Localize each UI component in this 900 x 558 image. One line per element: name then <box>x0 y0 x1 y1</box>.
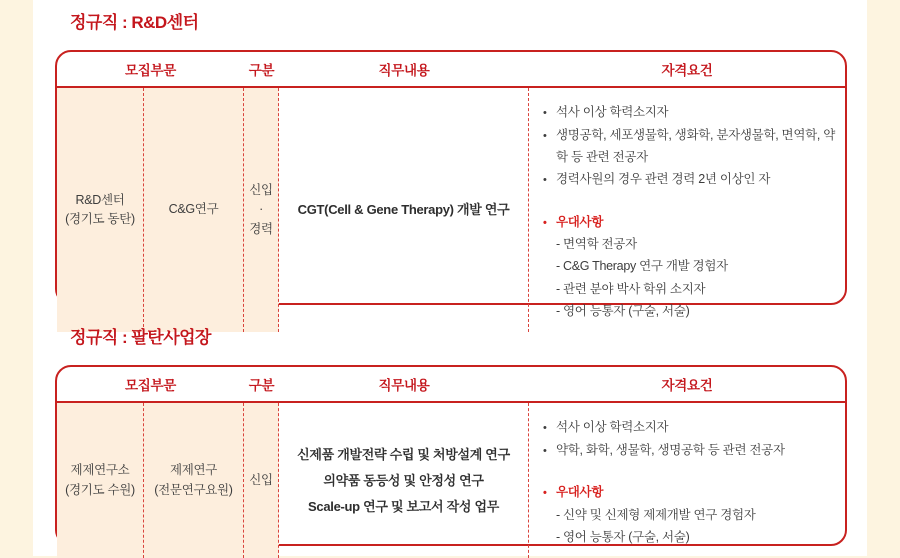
header-duty: 직무내용 <box>378 63 430 78</box>
header-recruit-field: 모집부문 <box>125 378 176 393</box>
bullet-icon <box>541 416 556 439</box>
header-duty: 직무내용 <box>378 378 430 393</box>
qualification-item: • 석사 이상 학력소지자 <box>541 101 835 124</box>
employment-type-line: 경력 <box>249 221 273 236</box>
preferred-item: - 신약 및 신제형 제제개발 연구 경험자 <box>556 507 756 522</box>
section-title-paltan-site: 정규직 : 팔탄사업장 <box>70 328 211 347</box>
employment-type-separator: · <box>259 202 263 217</box>
bullet-icon <box>541 101 556 124</box>
department-location: (경기도 수원) <box>65 482 135 497</box>
cell-team <box>144 88 244 332</box>
cell-employment-type <box>244 403 279 558</box>
cell-duty <box>279 88 529 332</box>
cell-qualifications <box>529 88 845 332</box>
duty-line: Scale-up 연구 및 보고서 작성 업무 <box>308 498 499 514</box>
qualification-item: • 석사 이상 학력소지자 <box>541 416 835 439</box>
header-category: 구분 <box>248 378 275 393</box>
department-name: R&D센터 <box>75 192 125 207</box>
bullet-icon <box>541 439 556 462</box>
preferred-item: - 면역학 전공자 <box>556 237 637 252</box>
section-title-rnd-center: 정규직 : R&D센터 <box>70 13 199 32</box>
cell-team <box>144 403 244 558</box>
table-header-row <box>57 367 845 403</box>
content-panel <box>33 0 867 556</box>
table-header-row <box>57 52 845 88</box>
recruit-table-rnd-center <box>55 50 847 318</box>
bullet-icon <box>541 211 556 234</box>
header-qualification: 자격요건 <box>661 63 713 78</box>
bullet-icon <box>541 168 556 191</box>
preferred-item: - 관련 분야 박사 학위 소지자 <box>556 281 706 296</box>
preferred-item: - 영어 능통자 (구술, 서술) <box>556 303 690 318</box>
employment-type-line: 신입 <box>249 472 273 487</box>
header-recruit-field: 모집부문 <box>125 63 176 78</box>
preferred-qualifications-heading: • 우대사항 <box>541 211 835 234</box>
qualification-item: • 경력사원의 경우 관련 경력 2년 이상인 자 <box>541 168 835 191</box>
cell-qualifications <box>529 403 845 558</box>
qualification-item: • 약학, 화학, 생물학, 생명공학 등 관련 전공자 <box>541 439 835 462</box>
duty-line: 신제품 개발전략 수립 및 처방설계 연구 <box>297 446 510 462</box>
cell-employment-type <box>244 88 279 332</box>
duty-line: 의약품 동등성 및 안정성 연구 <box>323 472 484 488</box>
team-name: 제제연구 <box>169 463 218 478</box>
department-name: 제제연구소 <box>70 463 130 478</box>
team-note: (전문연구요원) <box>154 482 233 497</box>
table-body-row <box>57 403 845 544</box>
preferred-item: - 영어 능통자 (구술, 서술) <box>556 529 690 544</box>
preferred-qualifications-heading: • 우대사항 <box>541 481 835 504</box>
qualification-item: • 생명공학, 세포생물학, 생화학, 분자생물학, 면역학, 약학 등 관련 전공자 <box>541 124 835 169</box>
header-category: 구분 <box>248 63 275 78</box>
preferred-item: - C&G Therapy 연구 개발 경험자 <box>556 259 728 274</box>
cell-department <box>57 88 144 332</box>
team-name: C&G연구 <box>168 202 219 217</box>
cell-duty <box>279 403 529 558</box>
duty-line: CGT(Cell & Gene Therapy) 개발 연구 <box>297 202 510 218</box>
table-body-row <box>57 88 845 318</box>
recruit-table-paltan-site <box>55 365 847 546</box>
bullet-icon <box>541 124 556 169</box>
employment-type-line: 신입 <box>249 183 273 198</box>
cell-department <box>57 403 144 558</box>
department-location: (경기도 동탄) <box>65 212 135 227</box>
bullet-icon <box>541 481 556 504</box>
header-qualification: 자격요건 <box>661 378 713 393</box>
